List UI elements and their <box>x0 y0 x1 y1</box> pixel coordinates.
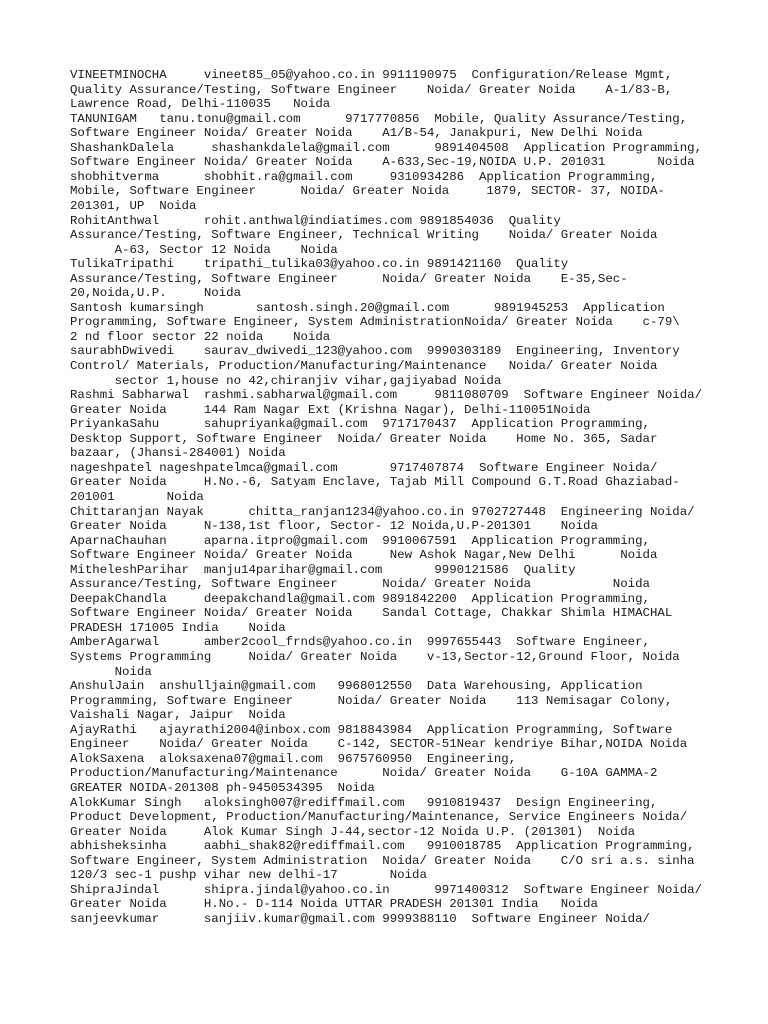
text-line: 20,Noida,U.P. Noida <box>70 286 242 301</box>
text-line: Software Engineer, System Administration Noida/ Greater Noida C/O sri a.s. sinha <box>70 853 695 868</box>
text-line: Greater Noida N-138,1st floor, Sector- 12 Noida,U.P-201301 Noida <box>70 519 598 534</box>
text-line: abhisheksinha aabhi_shak82@rediffmail.com 9910018785 Application Programming, <box>70 839 695 854</box>
text-line: 2 nd floor sector 22 noida Noida <box>70 329 331 344</box>
text-line: Rashmi Sabharwal rashmi.sabharwal@gmail.com 9811080709 Software Engineer Noida/ <box>70 388 703 403</box>
text-line: Software Engineer Noida/ Greater Noida Sandal Cottage, Chakkar Shimla HIMACHAL <box>70 606 673 621</box>
text-line: PriyankaSahu sahupriyanka@gmail.com 9717170437 Application Programming, <box>70 417 650 432</box>
text-line: sector 1,house no 42,chiranjiv vihar,gajiyabad Noida <box>70 373 502 388</box>
text-line: Lawrence Road, Delhi-110035 Noida <box>70 97 331 112</box>
text-line: saurabhDwivedi saurav_dwivedi_123@yahoo.com 9990303189 Engineering, Inventory <box>70 344 680 359</box>
text-line: RohitAnthwal rohit.anthwal@indiatimes.com 9891854036 Quality <box>70 213 561 228</box>
text-line: 201301, UP Noida <box>70 198 197 213</box>
text-line: Engineer Noida/ Greater Noida C-142, SECTOR-51Near kendriye Bihar,NOIDA Noida <box>70 737 688 752</box>
text-line: TulikaTripathi tripathi_tulika03@yahoo.co.in 9891421160 Quality <box>70 257 569 272</box>
text-line: Desktop Support, Software Engineer Noida/ Greater Noida Home No. 365, Sadar <box>70 431 658 446</box>
text-line: shobhitverma shobhit.ra@gmail.com 9310934286 Application Programming, <box>70 169 658 184</box>
text-line: Santosh kumarsingh santosh.singh.20@gmail.com 9891945253 Application <box>70 300 665 315</box>
text-line: VINEETMINOCHA vineet85_05@yahoo.co.in 9911190975 Configuration/Release Mgmt, <box>70 68 673 82</box>
text-line: AjayRathi ajayrathi2004@inbox.com 9818843984 Application Programming, Software <box>70 722 673 737</box>
text-line: PRADESH 171005 India Noida <box>70 620 286 635</box>
text-line: Greater Noida Alok Kumar Singh J-44,sector-12 Noida U.P. (201301) Noida <box>70 824 636 839</box>
text-line: Software Engineer Noida/ Greater Noida A1/B-54, Janakpuri, New Delhi Noida <box>70 126 643 141</box>
text-line: Greater Noida H.No.- D-114 Noida UTTAR PRADESH 201301 India Noida <box>70 897 598 912</box>
text-line: 201001 Noida <box>70 489 204 504</box>
text-line: AparnaChauhan aparna.itpro@gmail.com 9910067591 Application Programming, <box>70 533 650 548</box>
text-line: A-63, Sector 12 Noida Noida <box>70 242 338 257</box>
text-line: Software Engineer Noida/ Greater Noida A-633,Sec-19,NOIDA U.P. 201031 Noida <box>70 155 695 170</box>
text-line: bazaar, (Jhansi-284001) Noida <box>70 446 286 461</box>
text-line: Quality Assurance/Testing, Software Engineer Noida/ Greater Noida A-1/83-B, <box>70 82 673 97</box>
text-line: ShipraJindal shipra.jindal@yahoo.co.in 9971400312 Software Engineer Noida/ <box>70 882 703 897</box>
text-line: Production/Manufacturing/Maintenance Noida/ Greater Noida G-10A GAMMA-2 <box>70 766 658 781</box>
text-line: sanjeevkumar sanjiiv.kumar@gmail.com 9999388110 Software Engineer Noida/ <box>70 911 650 926</box>
text-line: Mobile, Software Engineer Noida/ Greater Noida 1879, SECTOR- 37, NOIDA- <box>70 184 665 199</box>
text-line: AlokKumar Singh aloksingh007@rediffmail.com 9910819437 Design Engineering, <box>70 795 658 810</box>
text-line: Systems Programming Noida/ Greater Noida v-13,Sector-12,Ground Floor, Noida <box>70 650 680 664</box>
text-line: Programming, Software Engineer Noida/ Greater Noida 113 Nemisagar Colony, <box>70 693 673 708</box>
text-line: MitheleshParihar manju14parihar@gmail.com 9990121586 Quality <box>70 562 576 577</box>
text-line: Chittaranjan Nayak chitta_ranjan1234@yahoo.co.in 9702727448 Engineering Noida/ <box>70 504 695 519</box>
text-line: Greater Noida 144 Ram Nagar Ext (Krishna Nagar), Delhi-110051Noida <box>70 402 591 417</box>
text-line: Assurance/Testing, Software Engineer Noida/ Greater Noida Noida <box>70 577 650 592</box>
text-line: Noida <box>70 664 152 679</box>
text-line: Assurance/Testing, Software Engineer, Technical Writing Noida/ Greater Noida <box>70 228 658 243</box>
text-line: Greater Noida H.No.-6, Satyam Enclave, Tajab Mill Compound G.T.Road Ghaziabad- <box>70 475 680 490</box>
text-line: Assurance/Testing, Software Engineer Noida/ Greater Noida E-35,Sec- <box>70 271 628 286</box>
text-line: Product Development, Production/Manufacturing/Maintenance, Service Engineers Noida/ <box>70 810 688 825</box>
text-line: GREATER NOIDA-201308 ph-9450534395 Noida <box>70 780 375 795</box>
text-line: AnshulJain anshulljain@gmail.com 9968012550 Data Warehousing, Application <box>70 679 643 694</box>
text-line: Vaishali Nagar, Jaipur Noida <box>70 708 286 723</box>
text-line: Control/ Materials, Production/Manufacturing/Maintenance Noida/ Greater Noida <box>70 359 658 373</box>
text-line: nageshpatel nageshpatelmca@gmail.com 9717407874 Software Engineer Noida/ <box>70 460 658 475</box>
text-line: Programming, Software Engineer, System AdministrationNoida/ Greater Noida c-79\ <box>70 315 680 330</box>
text-line: AlokSaxena aloksaxena07@gmail.com 9675760950 Engineering, <box>70 751 517 766</box>
text-line: 120/3 sec-1 pushp vihar new delhi-17 Noida <box>70 868 427 883</box>
text-line: TANUNIGAM tanu.tonu@gmail.com 9717770856 Mobile, Quality Assurance/Testing, <box>70 111 688 126</box>
text-line: ShashankDalela shashankdalela@gmail.com 9891404508 Application Programming, <box>70 140 703 155</box>
text-line: Software Engineer Noida/ Greater Noida New Ashok Nagar,New Delhi Noida <box>70 548 658 563</box>
text-line: AmberAgarwal amber2cool_frnds@yahoo.co.in 9997655443 Software Engineer, <box>70 635 650 650</box>
text-line: DeepakChandla deepakchandla@gmail.com 9891842200 Application Programming, <box>70 591 650 606</box>
